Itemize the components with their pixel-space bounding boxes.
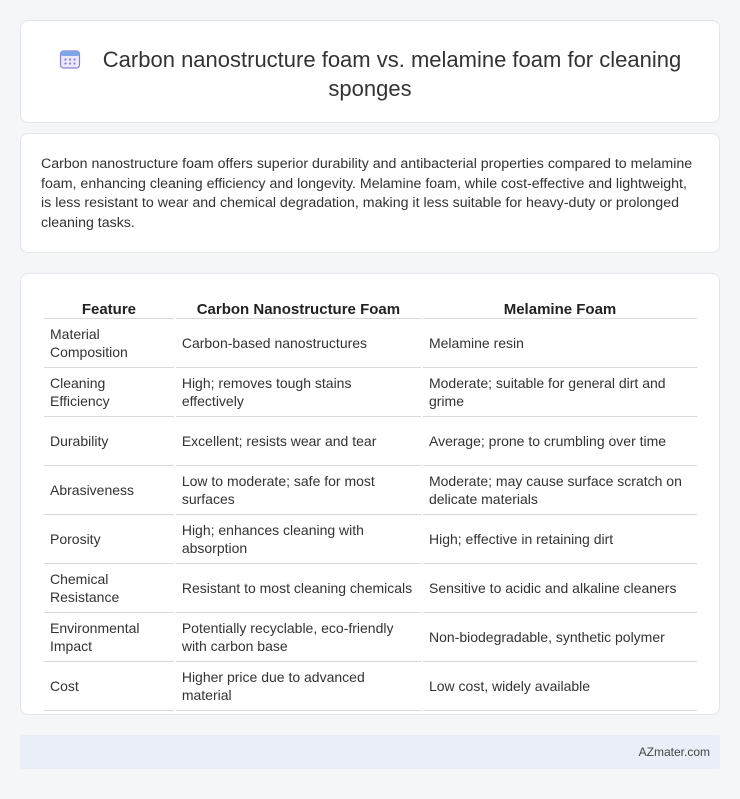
carbon-cell: Carbon-based nanostructures (176, 319, 421, 368)
summary-text: Carbon nanostructure foam offers superior durability and antibacterial properties compared to melamine foam, enhancing cleaning efficiency and longevity. Melamine foam, while cost-effective and lightweight, is less resistant to wear and chemical degradation, making it less suitable for heavy-duty or prolonged cleaning tasks. (41, 156, 693, 231)
title-card (20, 20, 720, 123)
page-title-wrap (21, 45, 719, 103)
feature-cell: Cleaning Efficiency (44, 368, 174, 417)
table-row (44, 417, 697, 466)
carbon-cell: Potentially recyclable, eco-friendly with carbon base (176, 613, 421, 662)
summary-card (20, 133, 720, 253)
table-row (44, 319, 697, 368)
table-row (44, 662, 697, 711)
table-row (44, 564, 697, 613)
carbon-cell: Resistant to most cleaning chemicals (176, 564, 421, 613)
table-header-row (44, 295, 697, 319)
feature-cell: Chemical Resistance (44, 564, 174, 613)
carbon-cell: Higher price due to advanced material (176, 662, 421, 711)
feature-cell: Environmental Impact (44, 613, 174, 662)
carbon-cell: High; enhances cleaning with absorption (176, 515, 421, 564)
feature-cell: Abrasiveness (44, 466, 174, 515)
melamine-cell: High; effective in retaining dirt (423, 515, 697, 564)
feature-cell: Porosity (44, 515, 174, 564)
page-title: Carbon nanostructure foam vs. melamine foam for cleaning sponges (102, 47, 682, 101)
feature-cell: Durability (44, 417, 174, 466)
comparison-table (42, 295, 699, 711)
header-carbon-foam: Carbon Nanostructure Foam (176, 295, 421, 319)
melamine-cell: Average; prone to crumbling over time (423, 417, 697, 466)
melamine-cell: Sensitive to acidic and alkaline cleaners (423, 564, 697, 613)
header-feature: Feature (44, 295, 174, 319)
footer-brand-link[interactable]: AZmater.com (638, 745, 710, 759)
feature-cell: Cost (44, 662, 174, 711)
table-row (44, 515, 697, 564)
carbon-cell: Excellent; resists wear and tear (176, 417, 421, 466)
feature-cell: Material Composition (44, 319, 174, 368)
calendar-icon (59, 48, 81, 70)
melamine-cell: Moderate; may cause surface scratch on delicate materials (423, 466, 697, 515)
melamine-cell: Moderate; suitable for general dirt and grime (423, 368, 697, 417)
melamine-cell: Non-biodegradable, synthetic polymer (423, 613, 697, 662)
footer-bar (20, 735, 720, 769)
carbon-cell: High; removes tough stains effectively (176, 368, 421, 417)
melamine-cell: Low cost, widely available (423, 662, 697, 711)
header-melamine-foam: Melamine Foam (423, 295, 697, 319)
melamine-cell: Melamine resin (423, 319, 697, 368)
table-row (44, 613, 697, 662)
table-row (44, 466, 697, 515)
table-row (44, 368, 697, 417)
carbon-cell: Low to moderate; safe for most surfaces (176, 466, 421, 515)
comparison-table-card (20, 273, 720, 715)
